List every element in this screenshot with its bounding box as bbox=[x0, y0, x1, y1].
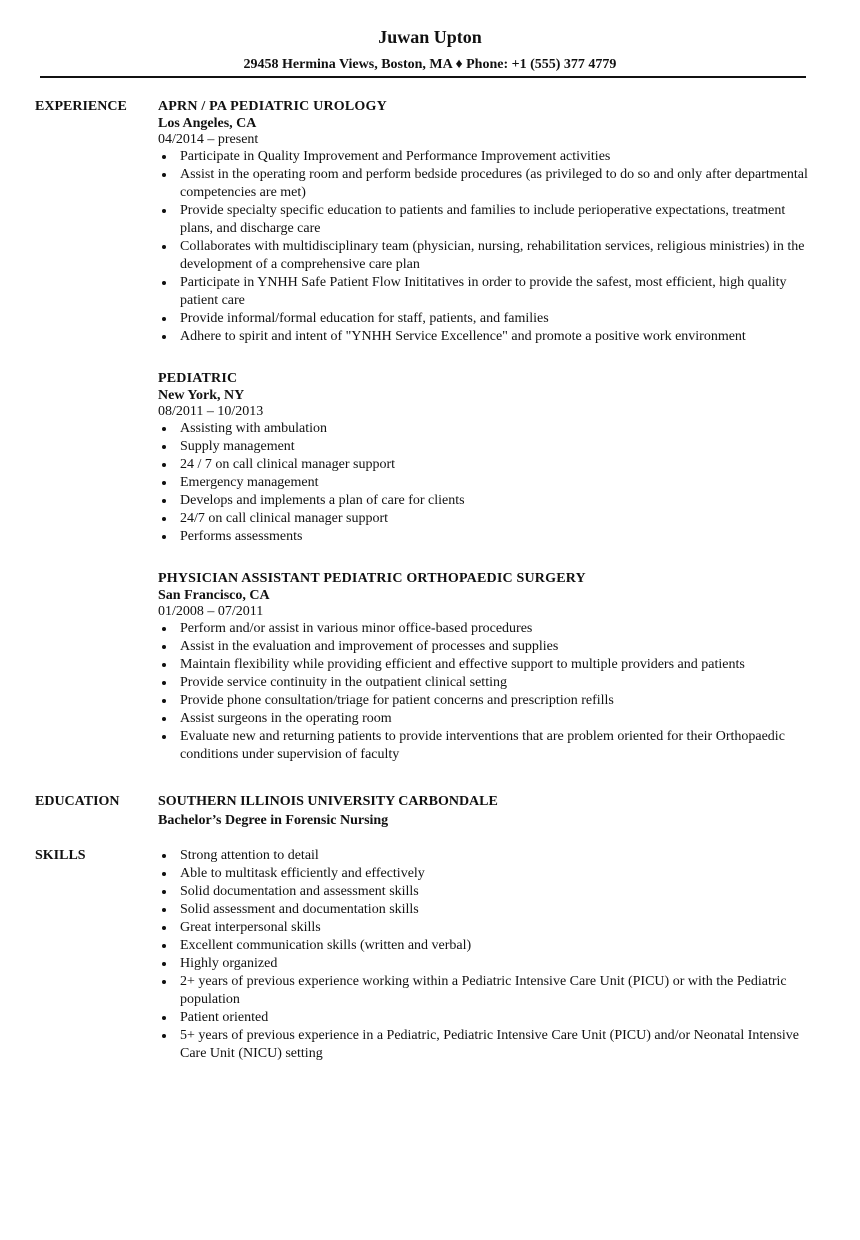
job-entry bbox=[158, 570, 808, 764]
experience-heading: EXPERIENCE bbox=[35, 99, 127, 114]
bullet-text: Perform and/or assist in various minor office-based procedures bbox=[180, 621, 533, 636]
bullet-icon bbox=[162, 735, 166, 739]
education-section bbox=[0, 793, 860, 831]
bullet-icon bbox=[162, 1016, 166, 1020]
bullet-text: Performs assessments bbox=[180, 529, 303, 544]
bullet-text: Provide informal/formal education for staff, patients, and families bbox=[180, 311, 549, 326]
list-item bbox=[158, 492, 808, 510]
list-item bbox=[158, 728, 808, 764]
bullet-text: Participate in YNHH Safe Patient Flow Inititatives in order to provide the safest, most efficient, high quality patient care bbox=[180, 275, 787, 308]
list-item bbox=[158, 973, 808, 1009]
bullet-text: Evaluate new and returning patients to provide interventions that are problem oriented for their Orthopaedic conditions under supervision of faculty bbox=[180, 729, 785, 762]
skills-section bbox=[0, 847, 860, 1063]
job-entry bbox=[158, 98, 808, 346]
bullet-icon bbox=[162, 245, 166, 249]
contact-line: 29458 Hermina Views, Boston, MA ♦ Phone: +1 (555) 377 4779 bbox=[243, 57, 617, 72]
bullet-text: Collaborates with multidisciplinary team (physician, nursing, rehabilitation services, religious ministries) in the development of a comprehensive care plan bbox=[180, 239, 805, 272]
skill-text: Highly organized bbox=[180, 956, 278, 971]
bullet-icon bbox=[162, 645, 166, 649]
experience-section bbox=[0, 98, 860, 764]
list-item bbox=[158, 510, 808, 528]
bullet-text: Assist surgeons in the operating room bbox=[180, 711, 392, 726]
list-item bbox=[158, 620, 808, 638]
job-location: Los Angeles, CA bbox=[158, 116, 257, 131]
bullet-icon bbox=[162, 481, 166, 485]
resume-header bbox=[0, 0, 860, 74]
bullet-icon bbox=[162, 281, 166, 285]
bullet-icon bbox=[162, 926, 166, 930]
bullet-icon bbox=[162, 427, 166, 431]
list-item bbox=[158, 474, 808, 492]
bullet-icon bbox=[162, 627, 166, 631]
list-item bbox=[158, 710, 808, 728]
bullet-icon bbox=[162, 908, 166, 912]
skill-text: Excellent communication skills (written and verbal) bbox=[180, 938, 472, 953]
bullet-text: 24/7 on call clinical manager support bbox=[180, 511, 388, 526]
bullet-icon bbox=[162, 155, 166, 159]
bullet-icon bbox=[162, 890, 166, 894]
job-bullets bbox=[158, 148, 808, 346]
list-item bbox=[158, 148, 808, 166]
list-item bbox=[158, 883, 808, 901]
experience-body bbox=[158, 98, 808, 764]
school-name: SOUTHERN ILLINOIS UNIVERSITY CARBONDALE bbox=[158, 794, 498, 809]
skills-body bbox=[158, 847, 808, 1063]
bullet-text: Assist in the operating room and perform bedside procedures (as privileged to do so and only after departmental competencies are met) bbox=[180, 167, 808, 200]
bullet-icon bbox=[162, 317, 166, 321]
list-item bbox=[158, 328, 808, 346]
bullet-icon bbox=[162, 535, 166, 539]
list-item bbox=[158, 865, 808, 883]
job-entry bbox=[158, 370, 808, 546]
bullet-icon bbox=[162, 944, 166, 948]
job-dates: 08/2011 – 10/2013 bbox=[158, 404, 264, 419]
list-item bbox=[158, 955, 808, 973]
bullet-icon bbox=[162, 681, 166, 685]
list-item bbox=[158, 238, 808, 274]
list-item bbox=[158, 937, 808, 955]
bullet-text: Assist in the evaluation and improvement of processes and supplies bbox=[180, 639, 559, 654]
job-title: APRN / PA PEDIATRIC UROLOGY bbox=[158, 99, 387, 114]
bullet-text: Provide service continuity in the outpatient clinical setting bbox=[180, 675, 507, 690]
bullet-icon bbox=[162, 335, 166, 339]
skill-text: 2+ years of previous experience working within a Pediatric Intensive Care Unit (PICU) or with the Pediatric population bbox=[180, 974, 787, 1007]
bullet-text: Assisting with ambulation bbox=[180, 421, 327, 436]
list-item bbox=[158, 310, 808, 328]
list-item bbox=[158, 166, 808, 202]
list-item bbox=[158, 274, 808, 310]
list-item bbox=[158, 528, 808, 546]
skill-text: Able to multitask efficiently and effectively bbox=[180, 866, 425, 881]
list-item bbox=[158, 202, 808, 238]
list-item bbox=[158, 420, 808, 438]
bullet-icon bbox=[162, 517, 166, 521]
bullet-text: Participate in Quality Improvement and Performance Improvement activities bbox=[180, 149, 611, 164]
candidate-name: Juwan Upton bbox=[378, 27, 482, 47]
job-location: San Francisco, CA bbox=[158, 588, 270, 603]
job-location: New York, NY bbox=[158, 388, 245, 403]
bullet-icon bbox=[162, 663, 166, 667]
bullet-icon bbox=[162, 1034, 166, 1038]
list-item bbox=[158, 456, 808, 474]
education-heading: EDUCATION bbox=[35, 794, 120, 809]
job-title: PEDIATRIC bbox=[158, 371, 238, 386]
skill-text: 5+ years of previous experience in a Pediatric, Pediatric Intensive Care Unit (PICU) and/or Neonatal Intensive Care Unit (NICU) setting bbox=[180, 1028, 800, 1061]
skills-heading: SKILLS bbox=[35, 848, 86, 863]
degree-name: Bachelor’s Degree in Forensic Nursing bbox=[158, 813, 389, 828]
bullet-icon bbox=[162, 962, 166, 966]
job-dates: 04/2014 – present bbox=[158, 132, 259, 147]
job-title: PHYSICIAN ASSISTANT PEDIATRIC ORTHOPAEDIC SURGERY bbox=[158, 571, 586, 586]
bullet-icon bbox=[162, 717, 166, 721]
list-item bbox=[158, 438, 808, 456]
list-item bbox=[158, 919, 808, 937]
bullet-icon bbox=[162, 872, 166, 876]
list-item bbox=[158, 656, 808, 674]
bullet-text: Develops and implements a plan of care for clients bbox=[180, 493, 465, 508]
education-body bbox=[158, 793, 808, 831]
list-item bbox=[158, 1027, 808, 1063]
bullet-text: Maintain flexibility while providing efficient and effective support to multiple providers and patients bbox=[180, 657, 745, 672]
bullet-text: Provide phone consultation/triage for patient concerns and prescription refills bbox=[180, 693, 614, 708]
list-item bbox=[158, 847, 808, 865]
skill-text: Solid documentation and assessment skills bbox=[180, 884, 419, 899]
bullet-icon bbox=[162, 499, 166, 503]
bullet-icon bbox=[162, 854, 166, 858]
bullet-text: Supply management bbox=[180, 439, 295, 454]
bullet-icon bbox=[162, 463, 166, 467]
bullet-text: Emergency management bbox=[180, 475, 319, 490]
list-item bbox=[158, 638, 808, 656]
list-item bbox=[158, 901, 808, 919]
skills-list bbox=[158, 847, 808, 1063]
skill-text: Patient oriented bbox=[180, 1010, 269, 1025]
job-bullets bbox=[158, 420, 808, 546]
list-item bbox=[158, 1009, 808, 1027]
bullet-text: 24 / 7 on call clinical manager support bbox=[180, 457, 395, 472]
bullet-text: Provide specialty specific education to patients and families to include perioperative expectations, treatment plans, and discharge care bbox=[180, 203, 786, 236]
list-item bbox=[158, 692, 808, 710]
job-dates: 01/2008 – 07/2011 bbox=[158, 604, 264, 619]
skill-text: Great interpersonal skills bbox=[180, 920, 321, 935]
skill-text: Strong attention to detail bbox=[180, 848, 319, 863]
bullet-icon bbox=[162, 699, 166, 703]
bullet-text: Adhere to spirit and intent of "YNHH Service Excellence" and promote a positive work environment bbox=[180, 329, 746, 344]
bullet-icon bbox=[162, 980, 166, 984]
bullet-icon bbox=[162, 173, 166, 177]
bullet-icon bbox=[162, 445, 166, 449]
list-item bbox=[158, 674, 808, 692]
bullet-icon bbox=[162, 209, 166, 213]
job-bullets bbox=[158, 620, 808, 764]
skill-text: Solid assessment and documentation skills bbox=[180, 902, 419, 917]
header-divider bbox=[40, 76, 806, 78]
